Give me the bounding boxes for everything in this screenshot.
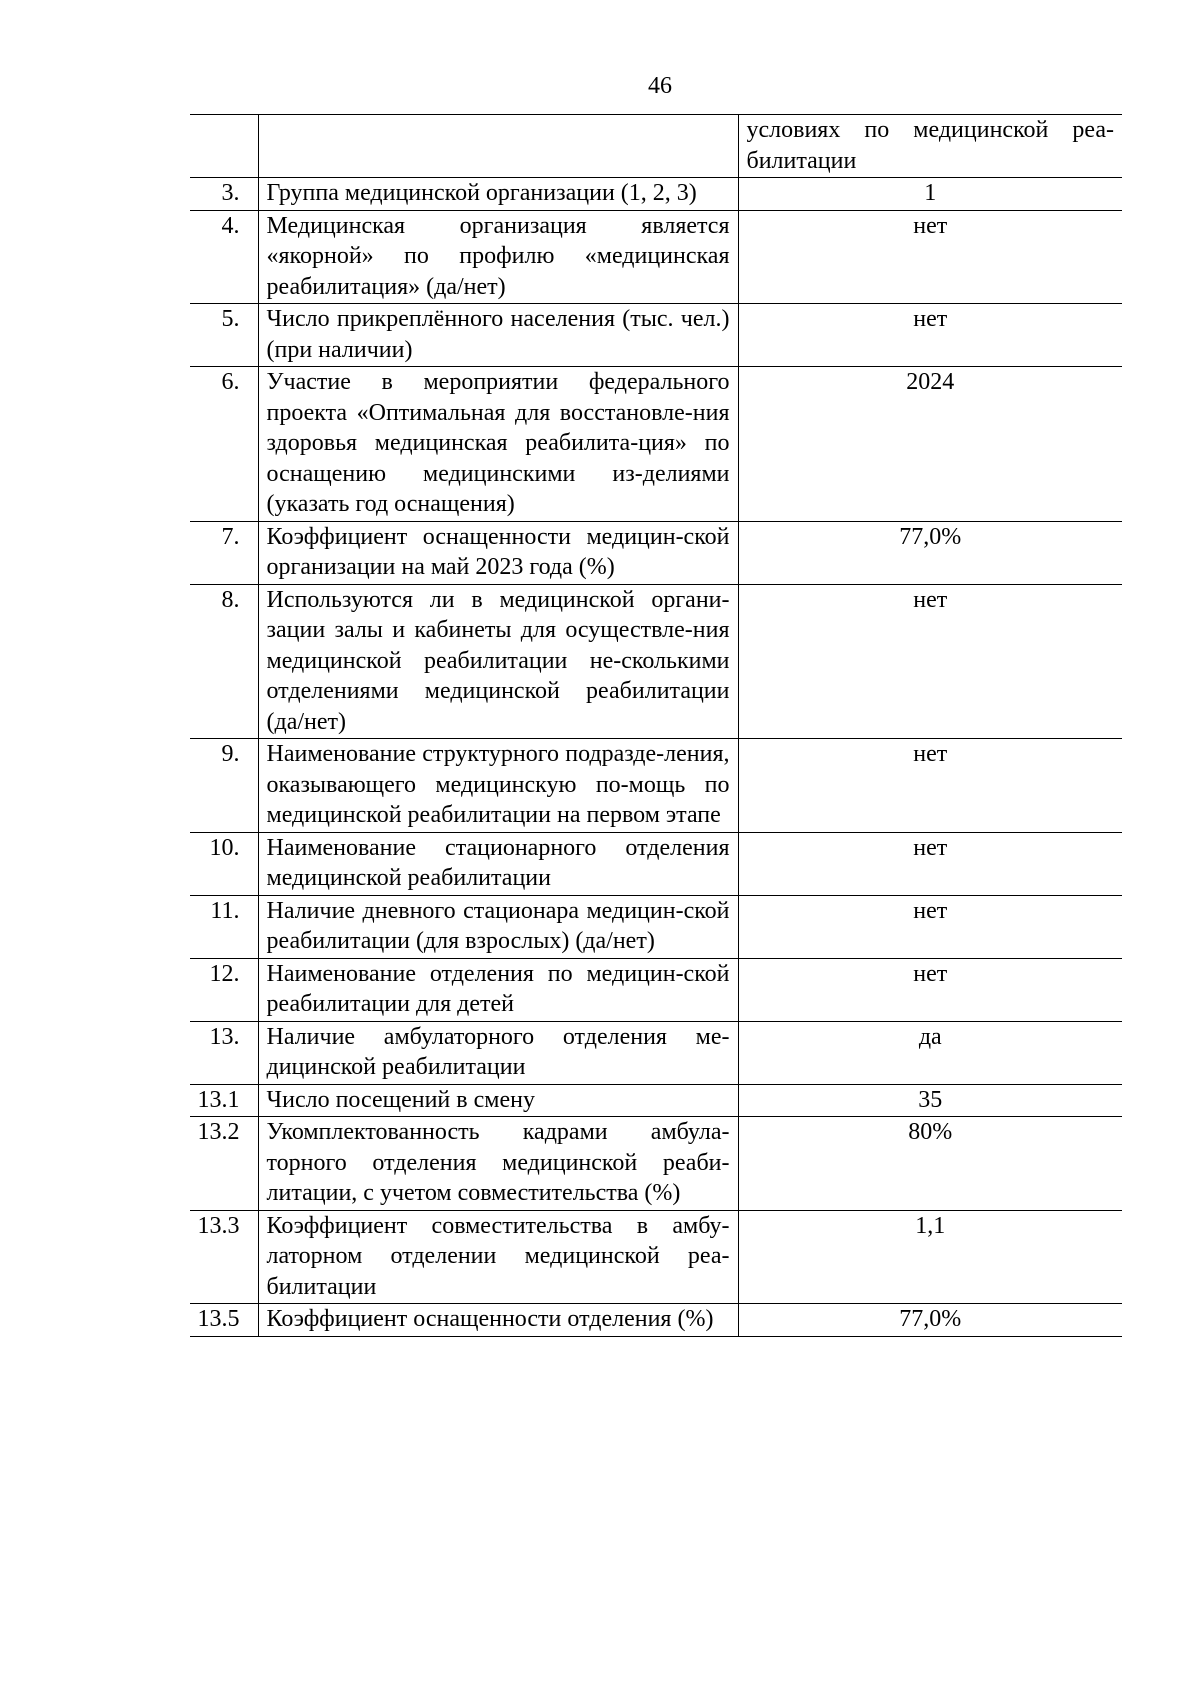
row-value-cell: 77,0% xyxy=(738,1304,1122,1337)
row-name-cell: Участие в мероприятии федерального проекта «Оптимальная для восстановле-ния здоровья медицинская реабилита-ция» по оснащению медицинскими из-делиями (указать год оснащения) xyxy=(258,367,738,522)
table-row-continuation xyxy=(190,115,1122,178)
table-row xyxy=(190,521,1122,584)
row-value-cell: 80% xyxy=(738,1117,1122,1211)
row-name-cell: Наличие дневного стационара медицин-ской реабилитации (для взрослых) (да/нет) xyxy=(258,895,738,958)
row-number-cell: 8. xyxy=(190,584,258,739)
row-name-cell: Наличие амбулаторного отделения ме-дицинской реабилитации xyxy=(258,1021,738,1084)
row-value-cell: условиях по медицинской реа-билитации xyxy=(738,115,1122,178)
table-row xyxy=(190,1210,1122,1304)
page-number: 46 xyxy=(648,73,672,99)
row-name-cell: Коэффициент оснащенности медицин-ской организации на май 2023 года (%) xyxy=(258,521,738,584)
row-number-cell: 4. xyxy=(190,210,258,304)
row-number-cell: 13.3 xyxy=(190,1210,258,1304)
row-name-cell xyxy=(258,115,738,178)
row-number-cell: 11. xyxy=(190,895,258,958)
table-row xyxy=(190,1117,1122,1211)
row-number-cell: 13. xyxy=(190,1021,258,1084)
row-name-cell: Медицинская организация является «якорной» по профилю «медицинская реабилитация» (да/нет) xyxy=(258,210,738,304)
row-name-cell: Наименование структурного подразде-ления, оказывающего медицинскую по-мощь по медицинской реабилитации на первом этапе xyxy=(258,739,738,833)
row-value-cell: 2024 xyxy=(738,367,1122,522)
row-value-cell: 1,1 xyxy=(738,1210,1122,1304)
table-row xyxy=(190,210,1122,304)
table-row xyxy=(190,1084,1122,1117)
table-row xyxy=(190,958,1122,1021)
row-value-cell: 35 xyxy=(738,1084,1122,1117)
table-row xyxy=(190,832,1122,895)
row-name-cell: Группа медицинской организации (1, 2, 3) xyxy=(258,178,738,211)
row-value-cell: нет xyxy=(738,832,1122,895)
row-number-cell: 5. xyxy=(190,304,258,367)
row-number-cell: 6. xyxy=(190,367,258,522)
row-name-cell: Наименование стационарного отделения медицинской реабилитации xyxy=(258,832,738,895)
table-row xyxy=(190,367,1122,522)
row-name-cell: Используются ли в медицинской органи-зации залы и кабинеты для осуществле-ния медицинской реабилитации не-сколькими отделениями медицинской реабилитации (да/нет) xyxy=(258,584,738,739)
row-value-cell: нет xyxy=(738,584,1122,739)
row-name-cell: Число прикреплённого населения (тыс. чел.) (при наличии) xyxy=(258,304,738,367)
row-name-cell: Укомплектованность кадрами амбула-торного отделения медицинской реаби-литации, с учетом совместительства (%) xyxy=(258,1117,738,1211)
row-value-cell: 1 xyxy=(738,178,1122,211)
table-row xyxy=(190,895,1122,958)
row-value-cell: нет xyxy=(738,304,1122,367)
row-number-cell: 3. xyxy=(190,178,258,211)
row-value-cell: да xyxy=(738,1021,1122,1084)
row-value-cell: нет xyxy=(738,210,1122,304)
table-row xyxy=(190,739,1122,833)
row-name-cell: Число посещений в смену xyxy=(258,1084,738,1117)
row-name-cell: Наименование отделения по медицин-ской реабилитации для детей xyxy=(258,958,738,1021)
row-number-cell: 13.1 xyxy=(190,1084,258,1117)
row-value-cell: нет xyxy=(738,958,1122,1021)
row-number-cell: 13.2 xyxy=(190,1117,258,1211)
table-row xyxy=(190,1021,1122,1084)
row-number-cell: 10. xyxy=(190,832,258,895)
row-value-cell: нет xyxy=(738,739,1122,833)
table-row xyxy=(190,1304,1122,1337)
table-row xyxy=(190,178,1122,211)
row-number-cell xyxy=(190,115,258,178)
row-number-cell: 13.5 xyxy=(190,1304,258,1337)
table-row xyxy=(190,584,1122,739)
row-value-cell: 77,0% xyxy=(738,521,1122,584)
document-table xyxy=(190,114,1122,1337)
row-name-cell: Коэффициент совместительства в амбу-латорном отделении медицинской реа-билитации xyxy=(258,1210,738,1304)
row-number-cell: 12. xyxy=(190,958,258,1021)
row-number-cell: 9. xyxy=(190,739,258,833)
table-row xyxy=(190,304,1122,367)
row-number-cell: 7. xyxy=(190,521,258,584)
row-value-cell: нет xyxy=(738,895,1122,958)
row-name-cell: Коэффициент оснащенности отделения (%) xyxy=(258,1304,738,1337)
